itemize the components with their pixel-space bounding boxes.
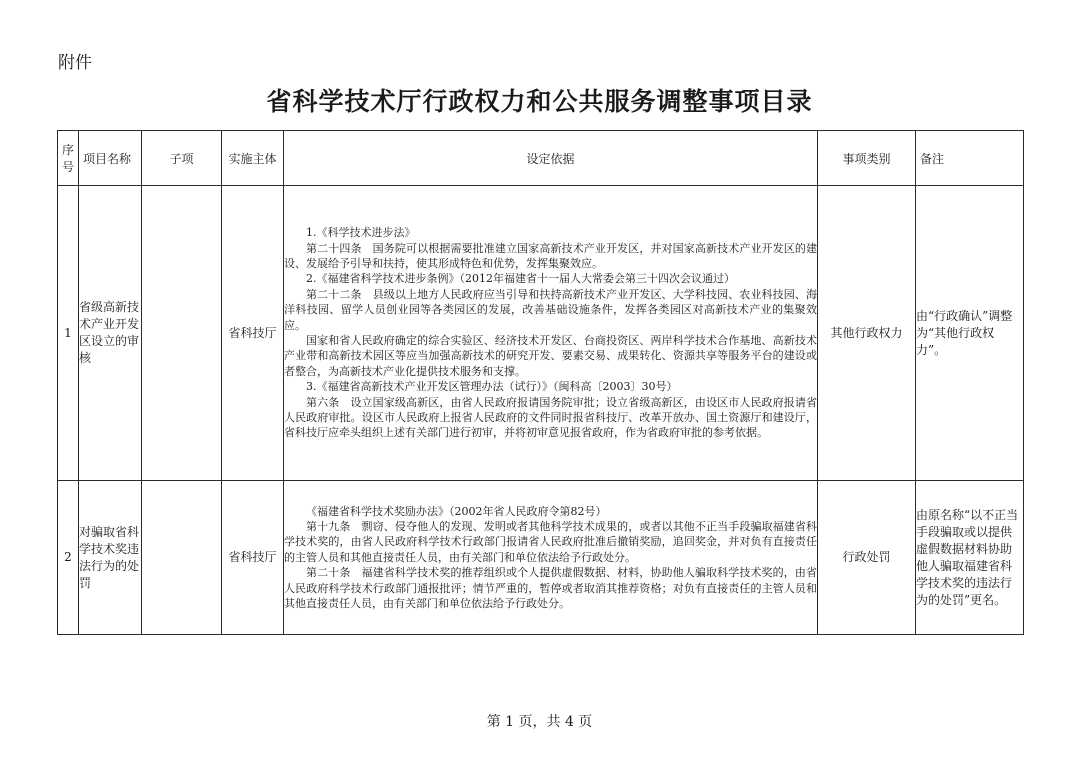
row-name: 省级高新技术产业开发区设立的审核 — [79, 186, 142, 481]
basis-paragraph: 第六条 设立国家级高新区，由省人民政府报请国务院审批；设立省级高新区，由设区市人民政府报请省人民政府审批。设区市人民政府上报省人民政府的文件同时报省科技厅、改革开放办、国土资源厅和建设厅，省科技厅应牵头组织上述有关部门进行初审，并将初审意见报省政府，作为省政府审批的参考依据。 — [284, 395, 817, 440]
row-remark: 由原名称“以不正当手段骗取或以提供虚假数据材料协助他人骗取福建省科学技术奖的违法行为的处罚”更名。 — [916, 481, 1024, 635]
table-row — [58, 481, 1024, 635]
table-row — [58, 186, 1024, 481]
row-basis — [284, 481, 818, 635]
row-category: 其他行政权力 — [818, 186, 916, 481]
col-header-remark: 备注 — [916, 131, 1024, 186]
row-subitem — [142, 186, 222, 481]
basis-paragraph: 3.《福建省高新技术产业开发区管理办法（试行）》（闽科高〔2003〕30号） — [306, 380, 678, 394]
col-header-index: 序号 — [58, 131, 79, 186]
col-header-basis: 设定依据 — [284, 131, 818, 186]
basis-paragraph: 1.《科学技术进步法》 — [306, 226, 416, 240]
col-header-authority: 实施主体 — [222, 131, 284, 186]
basis-paragraph: 第二十二条 县级以上地方人民政府应当引导和扶持高新技术产业开发区、大学科技园、农业科技园、海洋科技园、留学人员创业园等各类园区的发展，改善基础设施条件，发挥各类园区对高新技术产业的集聚效应。 — [284, 287, 817, 332]
document-title: 省科学技术厅行政权力和公共服务调整事项目录 — [266, 87, 813, 116]
col-header-subitem: 子项 — [142, 131, 222, 186]
row-name: 对骗取省科学技术奖违法行为的处罚 — [79, 481, 142, 635]
attachment-label: 附件 — [58, 53, 92, 73]
basis-paragraph: 第二十条 福建省科学技术奖的推荐组织或个人提供虚假数据、材料，协助他人骗取科学技术奖的，由省人民政府科学技术行政部门通报批评；情节严重的，暂停或者取消其推荐资格；对负有直接责任的主管人员和其他直接责任人员，由有关部门和单位依法给予行政处分。 — [284, 566, 817, 611]
basis-paragraph: 第十九条 剽窃、侵夺他人的发现、发明或者其他科学技术成果的，或者以其他不正当手段骗取福建省科学技术奖的，由省人民政府科学技术行政部门报请省人民政府批准后撤销奖励，追回奖金，并对负有直接责任的主管人员和其他直接责任人员，由有关部门和单位依法给予行政处分。 — [284, 519, 817, 564]
basis-paragraph: 2.《福建省科学技术进步条例》（2012年福建省十一届人大常委会第三十四次会议通过） — [306, 272, 735, 286]
row-authority: 省科技厅 — [222, 186, 284, 481]
row-category: 行政处罚 — [818, 481, 916, 635]
row-authority: 省科技厅 — [222, 481, 284, 635]
basis-paragraph: 《福建省科学技术奖励办法》（2002年省人民政府令第82号） — [306, 504, 607, 518]
page-footer: 第 1 页，共 4 页 — [486, 714, 593, 730]
row-index: 1 — [58, 186, 79, 481]
col-header-name: 项目名称 — [79, 131, 142, 186]
basis-paragraph: 国家和省人民政府确定的综合实验区、经济技术开发区、台商投资区、两岸科学技术合作基地、高新技术产业带和高新技术园区等应当加强高新技术的研究开发、要素交易、成果转化、资源共享等服务平台的建设或者整合，为高新技术产业化提供技术服务和支撑。 — [284, 334, 817, 378]
table-header-row — [58, 131, 1024, 186]
col-header-category: 事项类别 — [818, 131, 916, 186]
row-remark: 由“行政确认”调整为“其他行政权力”。 — [916, 186, 1024, 481]
basis-paragraph: 第二十四条 国务院可以根据需要批准建立国家高新技术产业开发区，并对国家高新技术产业开发区的建设、发展给予引导和扶持，使其形成特色和优势，发挥集聚效应。 — [284, 241, 817, 270]
row-index: 2 — [58, 481, 79, 635]
row-subitem — [142, 481, 222, 635]
catalog-table — [57, 130, 1024, 635]
row-basis — [284, 186, 818, 481]
